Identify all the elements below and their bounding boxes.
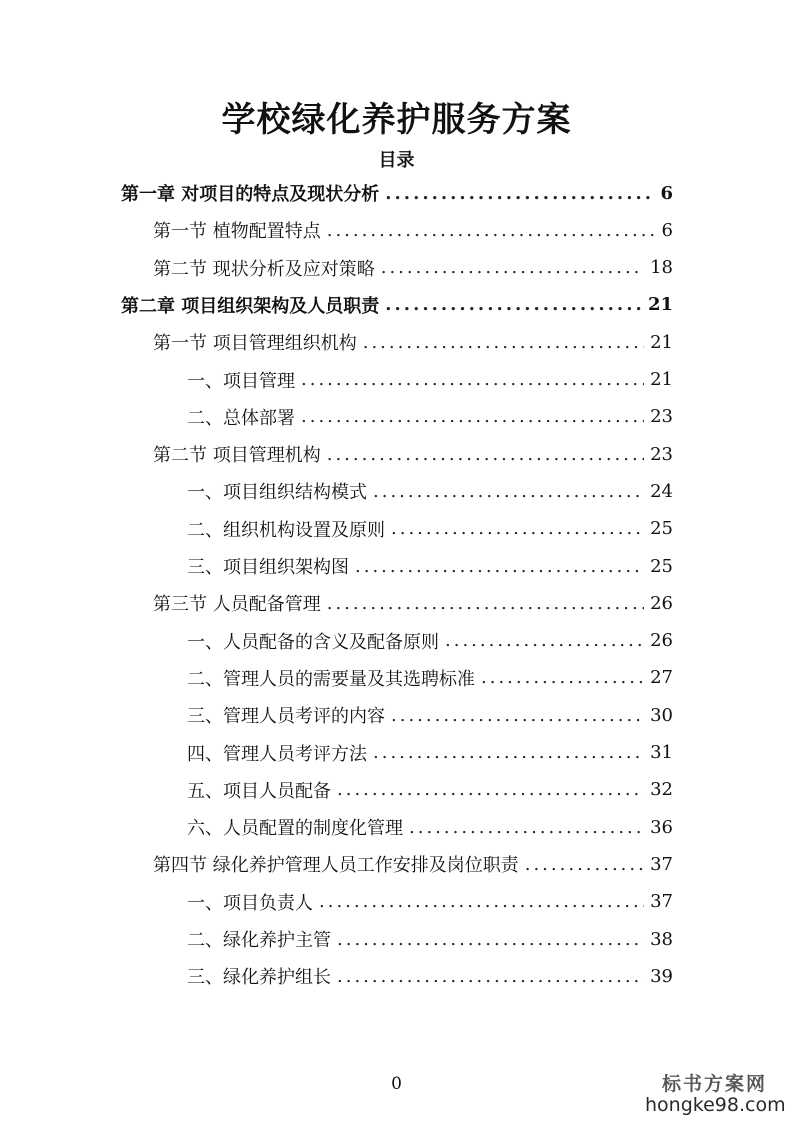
toc-leader-dots — [301, 369, 644, 390]
toc-entry-label: 一、项目负责人 — [187, 892, 313, 914]
page-number: 0 — [391, 1074, 402, 1094]
toc-entry-label: 一、人员配备的含义及配备原则 — [187, 631, 439, 653]
toc-entry-label: 一、项目组织结构模式 — [187, 482, 367, 504]
toc-leader-dots — [337, 929, 644, 950]
toc-entry-page: 21 — [650, 331, 673, 353]
toc-entry[interactable] — [153, 440, 673, 468]
toc-entry[interactable] — [187, 477, 673, 505]
toc-entry-page: 26 — [650, 630, 673, 652]
toc-entry-label: 二、管理人员的需要量及其选聘标准 — [187, 668, 475, 690]
toc-entry[interactable] — [153, 254, 673, 282]
toc-entry-page: 26 — [650, 592, 673, 614]
toc-entry-page: 32 — [650, 779, 673, 801]
toc-heading: 目录 — [378, 150, 415, 171]
toc-entry[interactable] — [187, 776, 673, 804]
toc-leader-dots — [409, 817, 644, 838]
toc-entry[interactable] — [187, 962, 673, 990]
toc-leader-dots — [525, 854, 644, 875]
toc-entry-page: 27 — [650, 667, 673, 689]
toc-leader-dots — [385, 183, 654, 204]
toc-entry-page: 36 — [650, 816, 673, 838]
toc-leader-dots — [319, 891, 644, 912]
toc-entry[interactable] — [187, 403, 673, 431]
toc-entry-label: 第一章 对项目的特点及现状分析 — [121, 184, 380, 205]
toc-entry[interactable] — [187, 925, 673, 953]
toc-entry-label: 第一节 项目管理组织机构 — [153, 333, 357, 355]
toc-entry-label: 第二节 现状分析及应对策略 — [153, 258, 375, 280]
toc-entry-page: 24 — [650, 480, 673, 502]
toc-leader-dots — [327, 444, 644, 465]
toc-entry-label: 一、项目管理 — [187, 370, 295, 392]
toc-entry-page: 37 — [650, 891, 673, 913]
toc-entry[interactable] — [187, 664, 673, 692]
toc-entry[interactable] — [153, 589, 673, 617]
toc-entry-label: 五、项目人员配备 — [187, 780, 331, 802]
toc-entry-page: 39 — [650, 965, 673, 987]
toc-entry-label: 四、管理人员考评方法 — [187, 743, 367, 765]
toc-leader-dots — [337, 966, 644, 987]
toc-entry[interactable] — [187, 366, 673, 394]
toc-entry-page: 21 — [647, 294, 673, 316]
toc-leader-dots — [391, 705, 644, 726]
toc-entry[interactable] — [187, 701, 673, 729]
toc-leader-dots — [327, 593, 644, 614]
toc-entry-label: 二、组织机构设置及原则 — [187, 519, 385, 541]
toc-entry-label: 三、绿化养护组长 — [187, 967, 331, 989]
document-title: 学校绿化养护服务方案 — [221, 100, 572, 140]
toc-leader-dots — [381, 257, 644, 278]
toc-entry-page: 23 — [650, 443, 673, 465]
toc-entry-page: 25 — [650, 518, 673, 540]
toc-entry-label: 第一节 植物配置特点 — [153, 221, 321, 243]
toc-leader-dots — [373, 742, 644, 763]
toc-entry-page: 25 — [650, 555, 673, 577]
toc-leader-dots — [391, 518, 644, 539]
toc-leader-dots — [373, 481, 644, 502]
toc-entry-page: 18 — [650, 257, 673, 279]
toc-entry[interactable] — [187, 552, 673, 580]
toc-entry-label: 二、总体部署 — [187, 407, 295, 429]
toc-entry[interactable] — [187, 739, 673, 767]
toc-entry[interactable] — [153, 850, 673, 878]
watermark-url: hongke98.com — [645, 1094, 786, 1116]
toc-entry-label: 二、绿化养护主管 — [187, 930, 331, 951]
toc-entry[interactable] — [153, 328, 673, 356]
watermark-logo-text: 标书方案网 — [662, 1073, 768, 1095]
toc-entry-page: 31 — [650, 742, 673, 763]
toc-leader-dots — [337, 779, 644, 800]
toc-leader-dots — [327, 220, 656, 241]
toc-leader-dots — [481, 667, 644, 688]
toc-entry[interactable] — [187, 888, 673, 916]
toc-entry-page: 38 — [650, 928, 673, 950]
toc-leader-dots — [355, 556, 644, 577]
toc-entry[interactable] — [121, 179, 673, 207]
toc-entry[interactable] — [121, 291, 673, 319]
toc-entry-page: 6 — [660, 182, 673, 204]
toc-entry-label: 第二节 项目管理机构 — [153, 445, 321, 467]
toc-entry[interactable] — [187, 813, 673, 841]
toc-entry-label: 三、管理人员考评的内容 — [187, 706, 385, 728]
toc-entry[interactable] — [187, 627, 673, 655]
toc-leader-dots — [301, 406, 644, 427]
toc-entry-page: 6 — [661, 219, 673, 241]
toc-entry-page: 21 — [650, 369, 673, 390]
toc-entry-label: 三、项目组织架构图 — [187, 557, 349, 578]
toc-entry-label: 第三节 人员配备管理 — [153, 594, 321, 616]
toc-entry[interactable] — [153, 216, 673, 244]
toc-entry-page: 37 — [650, 853, 673, 875]
toc-leader-dots — [385, 294, 642, 315]
toc-entry[interactable] — [187, 515, 673, 543]
toc-leader-dots — [363, 332, 644, 353]
toc-entry-label: 第二章 项目组织架构及人员职责 — [121, 295, 380, 317]
toc-entry-label: 第四节 绿化养护管理人员工作安排及岗位职责 — [153, 855, 519, 877]
toc-entry-label: 六、人员配置的制度化管理 — [187, 818, 403, 840]
toc-leader-dots — [445, 630, 644, 651]
toc-entry-page: 23 — [650, 406, 673, 428]
toc-entry-page: 30 — [650, 704, 673, 726]
